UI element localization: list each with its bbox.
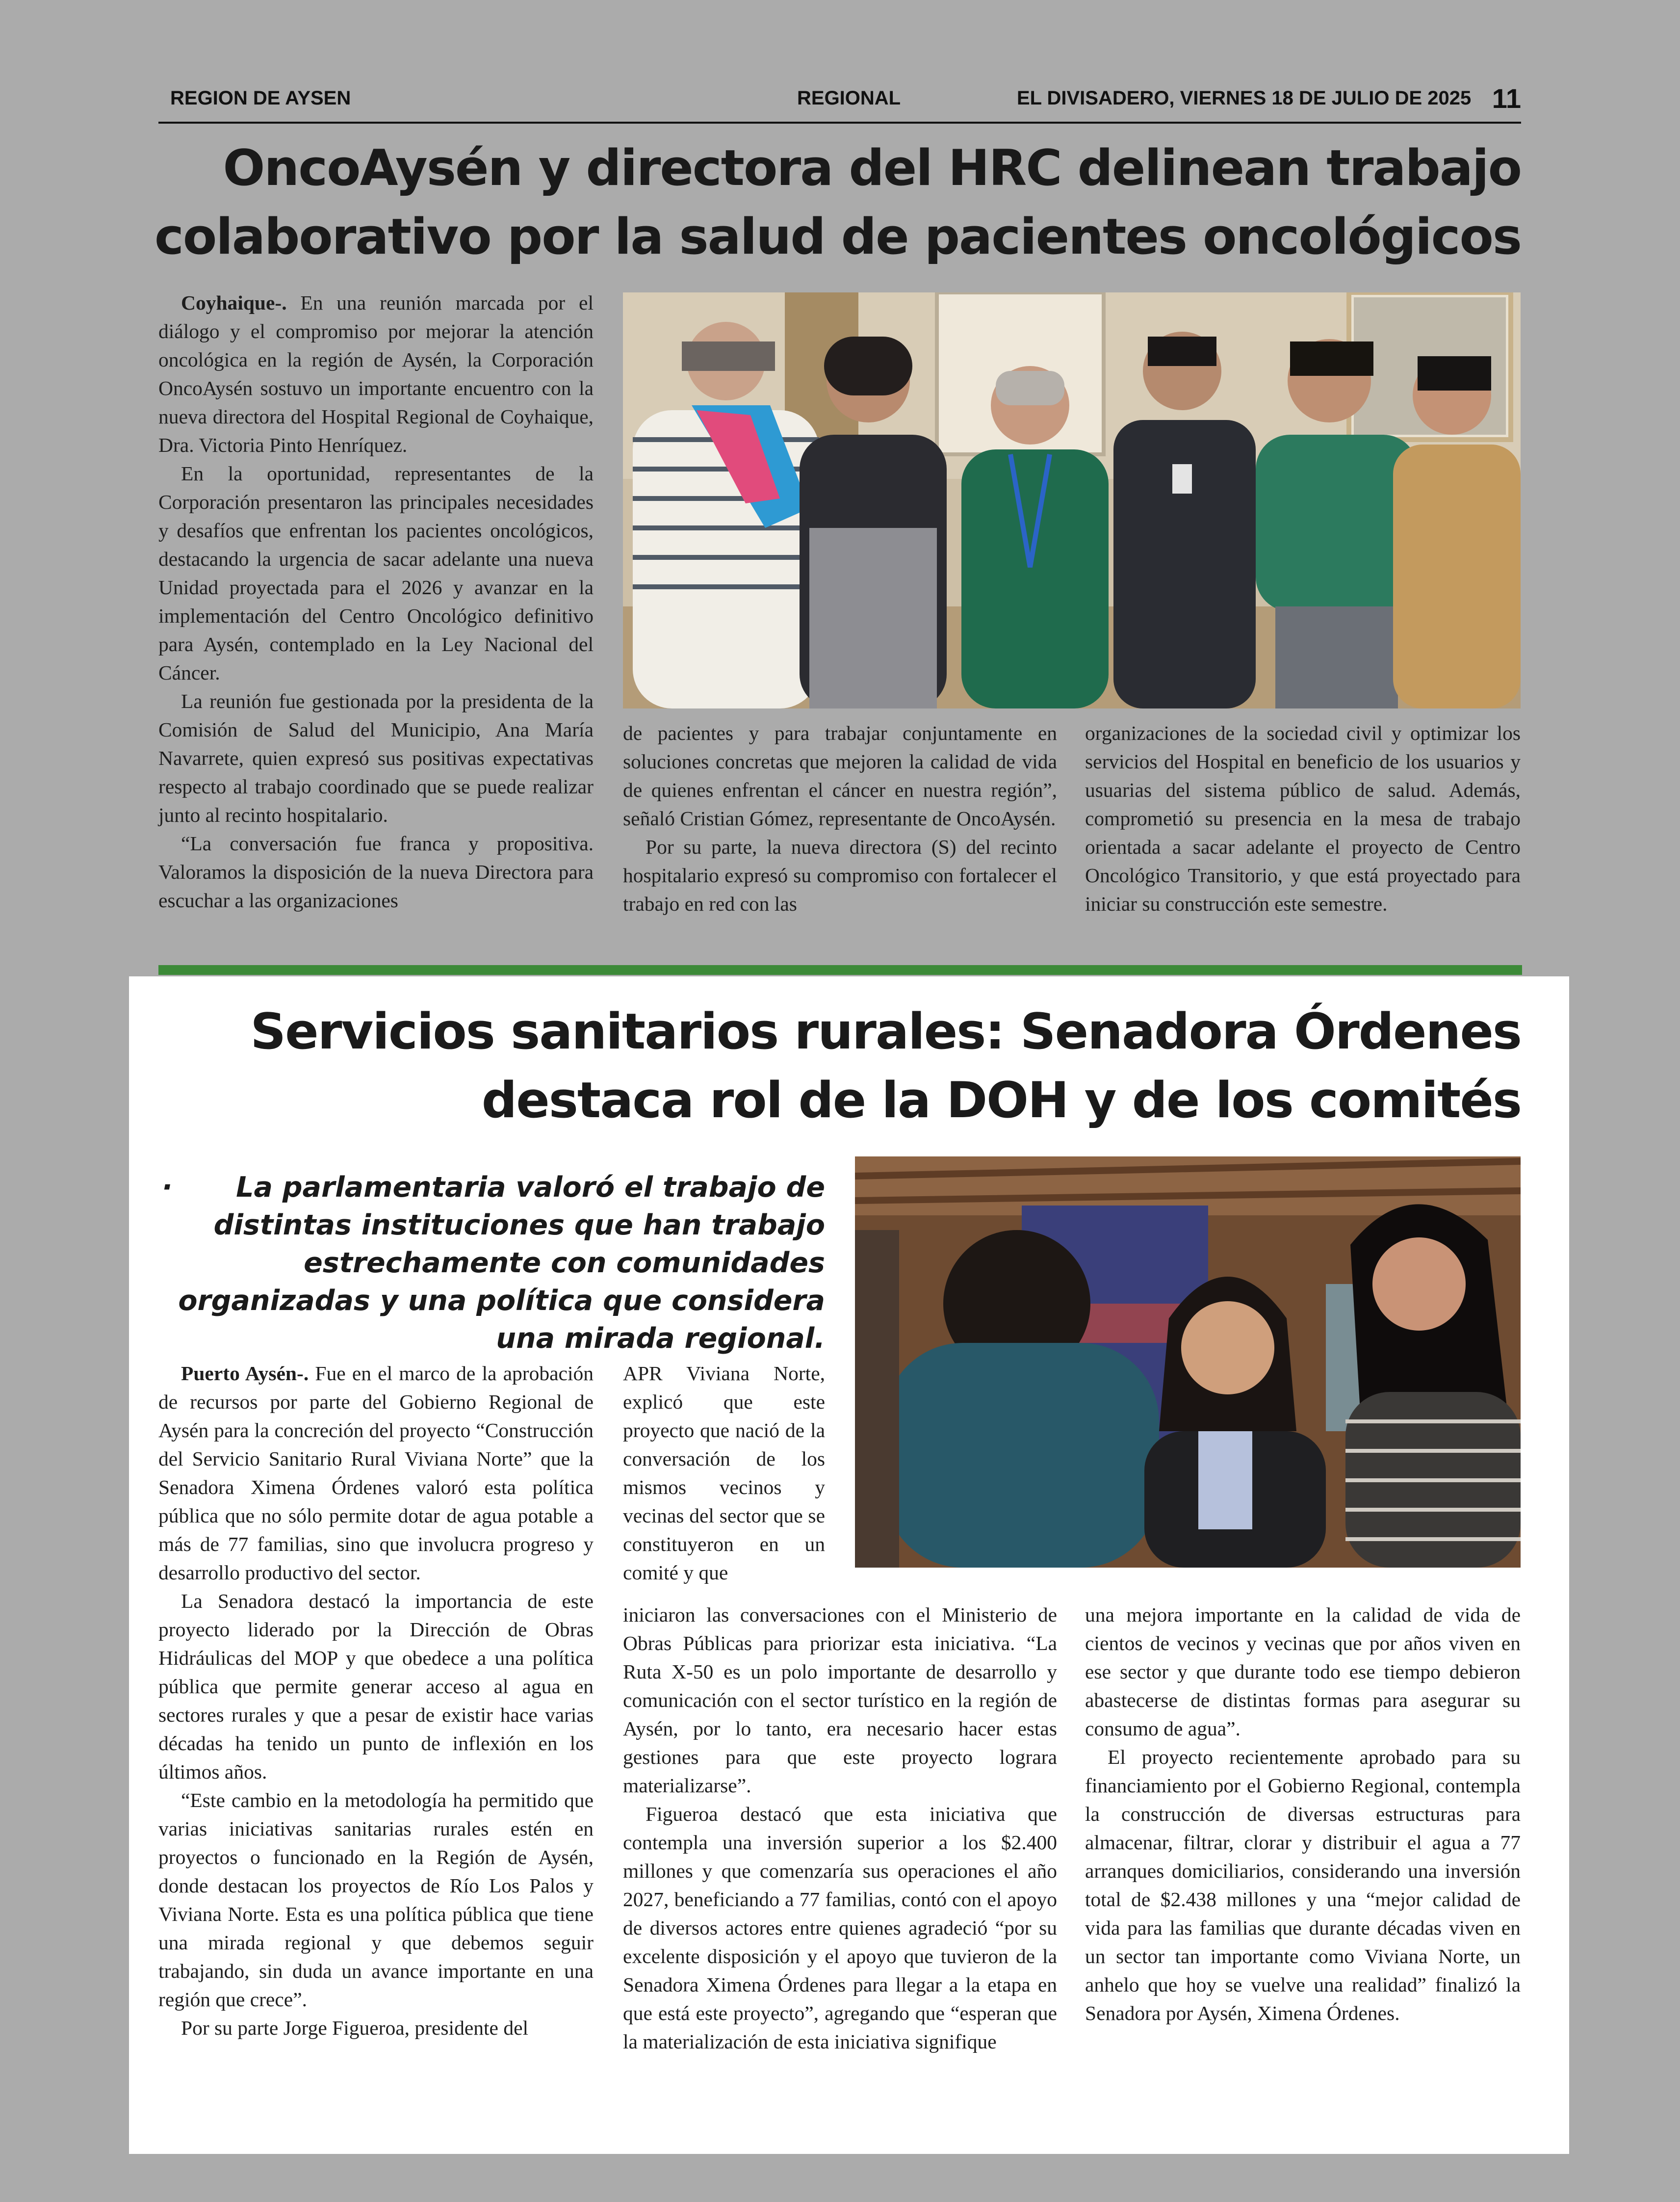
article2-col2-p1: iniciaron las conversaciones con el Ministerio de Obras Públicas para priorizar esta iniciativa. “La Ruta X-50 es un polo importante de desarrollo y comunicación con el sector turístico en la región de Aysén, por lo tanto, era necesario hacer estas gestiones para que este proyecto lograra materializarse”. [623,1603,1057,1797]
page-number: 11 [1492,83,1521,114]
group-photo-image [623,292,1521,708]
article1-dateline-lead: Coyhaique-. [181,291,287,314]
article2-column-1 [158,1359,594,2042]
article2-column-3 [1085,1600,1521,2027]
article2-summary-bullet [162,1169,825,1358]
article2-headline [250,997,1521,1134]
article1-col3-p1: organizaciones de la sociedad civil y optimizar los servicios del Hospital en beneficio de los usuarios y usuarias del sistema público de salud. Además, comprometió su presencia en la mesa de trabajo orientada a sacar adelante el proyecto de Centro Oncológico Transitorio, y que está proyectado para iniciar su construcción este semestre. [1085,722,1521,915]
article1-col1-p3: La reunión fue gestionada por la presidenta de la Comisión de Salud del Municipio, Ana María Navarrete, quien expresó sus positivas expectativas respecto al trabajo coordinado que se puede realizar junto al recinto hospitalario. [158,690,594,826]
article2-summary-text: La parlamentaria valoró el trabajo de distintas instituciones que han trabajo estrechamente con comunidades organizadas y una política que considera una mirada regional. [178,1171,825,1355]
section-label: REGION DE AYSEN [170,87,351,109]
article1-col2-p2: Por su parte, la nueva directora (S) del recinto hospitalario expresó su compromiso con fortalecer el trabajo en red con las [623,836,1057,915]
section-divider [158,965,1522,975]
article2-col2-p2: Figueroa destacó que esta iniciativa que contempla una inversión superior a los $2.400 millones y que comenzaría sus operaciones el año 2027, beneficiando a 77 familias, contó con el apoyo de diversos actores entre quienes agradeció “por su excelente disposición y el apoyo que tuvieron de la Senadora Ximena Órdenes para llegar a la etapa en que está este proyecto”, agregando que “esperan que la materialización de esta iniciativa signifique [623,1803,1057,2053]
article2-col1-p3: “Este cambio en la metodología ha permitido que varias iniciativas sanitarias rurales estén en proyectos o funcionado en la Región de Aysén, donde destacan los proyectos de Río Los Palos y Viviana Norte. Esta es una política pública que tiene una mirada regional y que debemos seguir trabajando, sin duda un avance importante en una región que crece”. [158,1789,594,2011]
senator-photo-image [855,1156,1521,1568]
article1-group-photo [623,292,1521,708]
article1-col2-p1: de pacientes y para trabajar conjuntamente en soluciones concretas que mejoren la calidad de vida de quienes enfrentan el cáncer en nuestra región”, señaló Cristian Gómez, representante de OncoAysén. [623,722,1057,830]
article2-headline-line2: destaca rol de la DOH y de los comités [481,1071,1521,1129]
article2-column-2 [623,1600,1057,2056]
article2-col1-p4: Por su parte Jorge Figueroa, presidente del [181,2017,529,2039]
article1-column-1 [158,288,594,915]
article1-headline [155,133,1521,271]
bullet-dot: · [162,1171,173,1204]
article2-col3-p2: El proyecto recientemente aprobado para su financiamiento por el Gobierno Regional, contempla la construcción de diversas estructuras para almacenar, filtrar, clorar y distribuir el agua a 77 arranques domiciliarios, considerando una inversión total de $2.438 millones y una “mejor calidad de vida para las familias que durante décadas viven en un sector tan importante como Viviana Norte, un anhelo que hoy se vuelve una realidad” finalizó la Senadora por Aysén, Ximena Órdenes. [1085,1746,1521,2024]
article2-headline-line1: Servicios sanitarios rurales: Senadora Órdenes [250,1002,1521,1060]
article1-col1-p1: En una reunión marcada por el diálogo y el compromiso por mejorar la atención oncológica en la región de Aysén, la Corporación OncoAysén sostuvo un importante encuentro con la nueva directora del Hospital Regional de Coyhaique, Dra. Victoria Pinto Henríquez. [158,291,594,456]
article2-col1-p2: La Senadora destacó la importancia de este proyecto liderado por la Dirección de Obras Hidráulicas del MOP y que obedece a una política pública que permite generar acceso al agua en sectores rurales y que a pesar de existir hace varias décadas ha tenido un punto de inflexión en los últimos años. [158,1590,594,1783]
article1-column-2 [623,719,1057,918]
article1-col1-p4: “La conversación fue franca y propositiva. Valoramos la disposición de la nueva Directora para escuchar a las organizaciones [158,832,594,912]
article2-col3-p1: una mejora importante en la calidad de vida de cientos de vecinos y vecinas que por años viven en ese sector y que durante todo ese tiempo debieron abastecerse de distintas formas para asegurar su consumo de agua”. [1085,1603,1521,1740]
article2-dateline-lead: Puerto Aysén-. [181,1362,309,1385]
article1-headline-line2: colaborativo por la salud de pacientes oncológicos [154,208,1521,265]
article2-column-2-top [623,1359,825,1587]
dateline: EL DIVISADERO, VIERNES 18 DE JULIO DE 2025 [1017,87,1472,109]
article1-column-3 [1085,719,1521,918]
article2-col1-p1: Fue en el marco de la aprobación de recursos por parte del Gobierno Regional de Aysén para la concreción del proyecto “Construcción del Servicio Sanitario Rural Viviana Norte” que la Senadora Ximena Órdenes valoró esta política pública que no sólo permite dotar de agua potable a más de 77 familias, sino que involucra progreso y desarrollo productivo del sector. [158,1362,594,1584]
article2-photo [855,1156,1521,1568]
section-center-label: REGIONAL [797,87,901,109]
article2-col2-top: APR Viviana Norte, explicó que este proyecto que nació de la conversación de los mismos vecinos y vecinas del sector que se constituyeron en un comité y que [623,1362,825,1584]
article1-col1-p2: En la oportunidad, representantes de la Corporación presentaron las principales necesidades y desafíos que enfrentan los pacientes oncológicos, destacando la urgencia de sacar adelante una nueva Unidad proyectada para el 2026 y avanzar en la implementación del Centro Oncológico definitivo para Aysén, contemplado en la Ley Nacional del Cáncer. [158,462,594,684]
article1-headline-line1: OncoAysén y directora del HRC delinean trabajo [223,139,1521,197]
page-header [158,83,1521,124]
